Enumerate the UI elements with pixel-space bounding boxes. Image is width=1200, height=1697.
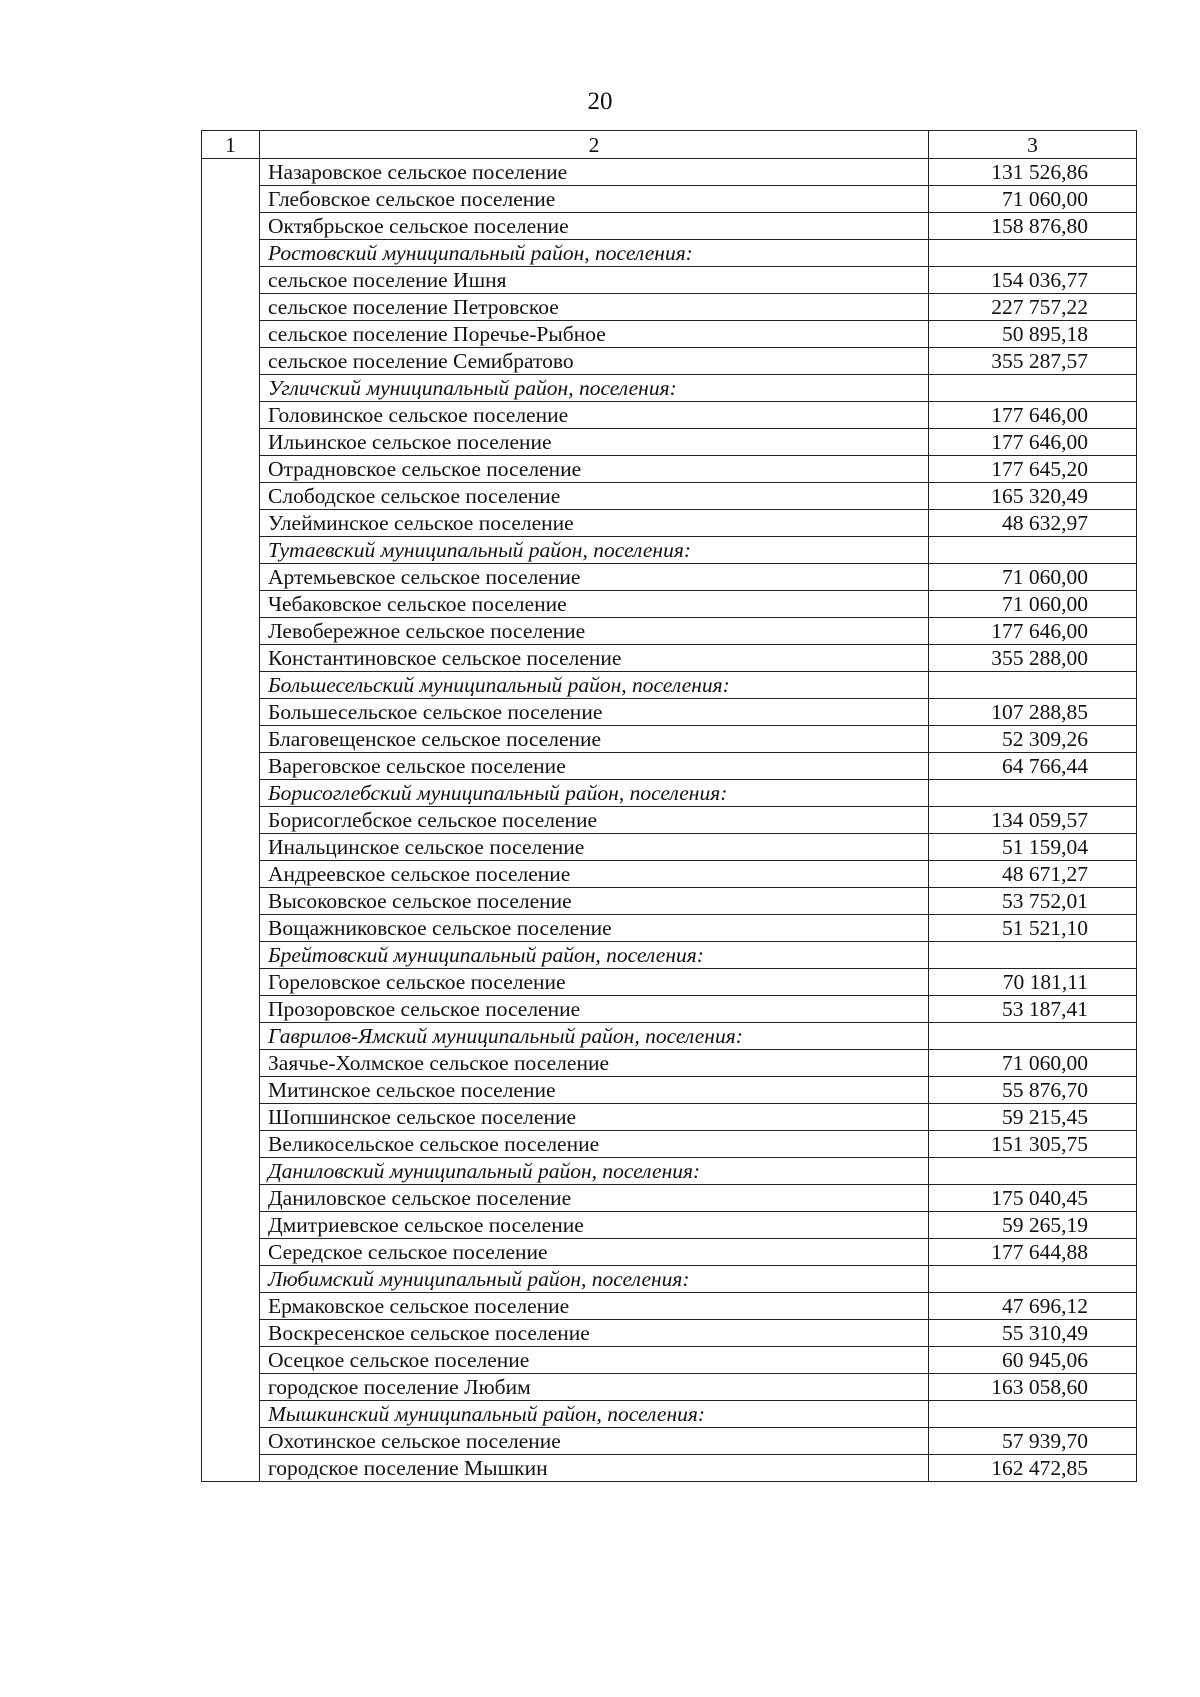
row-number-cell — [202, 888, 260, 915]
settlement-name-cell: городское поселение Мышкин — [260, 1455, 929, 1482]
row-number-cell — [202, 348, 260, 375]
row-number-cell — [202, 861, 260, 888]
amount-cell: 134 059,57 — [929, 807, 1137, 834]
table-header-row — [202, 131, 1137, 159]
column-header-2: 2 — [260, 131, 929, 159]
table-row — [202, 402, 1137, 429]
district-name-cell: Борисоглебский муниципальный район, поселения: — [260, 780, 929, 807]
settlement-name-cell: Назаровское сельское поселение — [260, 159, 929, 186]
row-number-cell — [202, 1104, 260, 1131]
amount-cell: 177 646,00 — [929, 618, 1137, 645]
row-number-cell — [202, 537, 260, 564]
amount-cell: 55 310,49 — [929, 1320, 1137, 1347]
table-row — [202, 510, 1137, 537]
settlement-name-cell: Шопшинское сельское поселение — [260, 1104, 929, 1131]
settlement-name-cell: Середское сельское поселение — [260, 1239, 929, 1266]
amount-cell: 53 187,41 — [929, 996, 1137, 1023]
row-number-cell — [202, 1239, 260, 1266]
district-header-row — [202, 1266, 1137, 1293]
amount-cell: 57 939,70 — [929, 1428, 1137, 1455]
column-header-1: 1 — [202, 131, 260, 159]
amount-cell: 50 895,18 — [929, 321, 1137, 348]
table-row — [202, 159, 1137, 186]
settlement-name-cell: Дмитриевское сельское поселение — [260, 1212, 929, 1239]
settlement-name-cell: Октябрьское сельское поселение — [260, 213, 929, 240]
amount-cell: 163 058,60 — [929, 1374, 1137, 1401]
amount-cell — [929, 942, 1137, 969]
settlement-name-cell: сельское поселение Ишня — [260, 267, 929, 294]
table-row — [202, 294, 1137, 321]
table-row — [202, 861, 1137, 888]
page-number: 20 — [587, 88, 613, 115]
settlement-name-cell: Борисоглебское сельское поселение — [260, 807, 929, 834]
row-number-cell — [202, 780, 260, 807]
row-number-cell — [202, 1320, 260, 1347]
table-row — [202, 699, 1137, 726]
table-row — [202, 888, 1137, 915]
amount-cell: 131 526,86 — [929, 159, 1137, 186]
amount-cell: 177 644,88 — [929, 1239, 1137, 1266]
row-number-cell — [202, 1212, 260, 1239]
table-row — [202, 618, 1137, 645]
settlement-name-cell: Константиновское сельское поселение — [260, 645, 929, 672]
settlement-name-cell: Ермаковское сельское поселение — [260, 1293, 929, 1320]
amount-cell — [929, 672, 1137, 699]
row-number-cell — [202, 699, 260, 726]
amount-cell: 48 632,97 — [929, 510, 1137, 537]
amount-cell: 165 320,49 — [929, 483, 1137, 510]
row-number-cell — [202, 1158, 260, 1185]
row-number-cell — [202, 294, 260, 321]
row-number-cell — [202, 1401, 260, 1428]
row-number-cell — [202, 915, 260, 942]
table-row — [202, 1050, 1137, 1077]
amount-cell: 158 876,80 — [929, 213, 1137, 240]
amount-cell: 55 876,70 — [929, 1077, 1137, 1104]
settlement-name-cell: Охотинское сельское поселение — [260, 1428, 929, 1455]
row-number-cell — [202, 186, 260, 213]
table-row — [202, 834, 1137, 861]
table-row — [202, 996, 1137, 1023]
settlement-name-cell: Высоковское сельское поселение — [260, 888, 929, 915]
district-name-cell: Любимский муниципальный район, поселения: — [260, 1266, 929, 1293]
settlement-name-cell: Улейминское сельское поселение — [260, 510, 929, 537]
table-row — [202, 564, 1137, 591]
settlement-name-cell: сельское поселение Петровское — [260, 294, 929, 321]
settlement-name-cell: Прозоровское сельское поселение — [260, 996, 929, 1023]
amount-cell: 70 181,11 — [929, 969, 1137, 996]
table-row — [202, 1320, 1137, 1347]
column-header-3: 3 — [929, 131, 1137, 159]
table-body — [202, 131, 1137, 1482]
district-header-row — [202, 375, 1137, 402]
amount-cell: 64 766,44 — [929, 753, 1137, 780]
amount-cell: 175 040,45 — [929, 1185, 1137, 1212]
settlement-name-cell: Андреевское сельское поселение — [260, 861, 929, 888]
amount-cell: 177 645,20 — [929, 456, 1137, 483]
amount-cell: 71 060,00 — [929, 564, 1137, 591]
amount-cell: 177 646,00 — [929, 429, 1137, 456]
settlement-name-cell: Осецкое сельское поселение — [260, 1347, 929, 1374]
table-row — [202, 645, 1137, 672]
settlement-name-cell: Чебаковское сельское поселение — [260, 591, 929, 618]
row-number-cell — [202, 753, 260, 780]
table-row — [202, 1185, 1137, 1212]
row-number-cell — [202, 1347, 260, 1374]
amount-cell: 107 288,85 — [929, 699, 1137, 726]
settlement-name-cell: Гореловское сельское поселение — [260, 969, 929, 996]
row-number-cell — [202, 969, 260, 996]
table-row — [202, 1347, 1137, 1374]
settlement-name-cell: Глебовское сельское поселение — [260, 186, 929, 213]
amount-cell: 355 288,00 — [929, 645, 1137, 672]
district-name-cell: Гаврилов-Ямский муниципальный район, поселения: — [260, 1023, 929, 1050]
amount-cell: 154 036,77 — [929, 267, 1137, 294]
row-number-cell — [202, 591, 260, 618]
amount-cell: 47 696,12 — [929, 1293, 1137, 1320]
amount-cell — [929, 1023, 1137, 1050]
table-row — [202, 483, 1137, 510]
amount-cell — [929, 780, 1137, 807]
settlement-name-cell: сельское поселение Семибратово — [260, 348, 929, 375]
table-row — [202, 1104, 1137, 1131]
table-row — [202, 348, 1137, 375]
amount-cell — [929, 375, 1137, 402]
district-name-cell: Даниловский муниципальный район, поселения: — [260, 1158, 929, 1185]
row-number-cell — [202, 375, 260, 402]
district-header-row — [202, 1023, 1137, 1050]
table-row — [202, 1077, 1137, 1104]
row-number-cell — [202, 618, 260, 645]
district-name-cell: Брейтовский муниципальный район, поселения: — [260, 942, 929, 969]
row-number-cell — [202, 429, 260, 456]
table-row — [202, 915, 1137, 942]
settlement-name-cell: сельское поселение Поречье-Рыбное — [260, 321, 929, 348]
district-header-row — [202, 672, 1137, 699]
amount-cell: 48 671,27 — [929, 861, 1137, 888]
amount-cell: 151 305,75 — [929, 1131, 1137, 1158]
amount-cell: 71 060,00 — [929, 186, 1137, 213]
row-number-cell — [202, 402, 260, 429]
table-row — [202, 456, 1137, 483]
district-name-cell: Большесельский муниципальный район, поселения: — [260, 672, 929, 699]
table-row — [202, 1455, 1137, 1482]
district-name-cell: Мышкинский муниципальный район, поселения: — [260, 1401, 929, 1428]
amount-cell — [929, 240, 1137, 267]
table-row — [202, 726, 1137, 753]
settlement-name-cell: Ильинское сельское поселение — [260, 429, 929, 456]
row-number-cell — [202, 483, 260, 510]
row-number-cell — [202, 510, 260, 537]
amount-cell: 355 287,57 — [929, 348, 1137, 375]
row-number-cell — [202, 1428, 260, 1455]
amount-cell — [929, 537, 1137, 564]
row-number-cell — [202, 996, 260, 1023]
row-number-cell — [202, 1185, 260, 1212]
district-header-row — [202, 780, 1137, 807]
amount-cell: 51 159,04 — [929, 834, 1137, 861]
row-number-cell — [202, 456, 260, 483]
district-header-row — [202, 1158, 1137, 1185]
table-row — [202, 213, 1137, 240]
amount-cell — [929, 1266, 1137, 1293]
row-number-cell — [202, 213, 260, 240]
settlement-name-cell: Благовещенское сельское поселение — [260, 726, 929, 753]
table-row — [202, 969, 1137, 996]
row-number-cell — [202, 1374, 260, 1401]
row-number-cell — [202, 1455, 260, 1482]
amount-cell — [929, 1158, 1137, 1185]
row-number-cell — [202, 1050, 260, 1077]
settlement-name-cell: Головинское сельское поселение — [260, 402, 929, 429]
settlement-name-cell: Левобережное сельское поселение — [260, 618, 929, 645]
amount-cell: 71 060,00 — [929, 591, 1137, 618]
row-number-cell — [202, 672, 260, 699]
amount-cell: 60 945,06 — [929, 1347, 1137, 1374]
row-number-cell — [202, 807, 260, 834]
amount-cell: 59 265,19 — [929, 1212, 1137, 1239]
settlement-name-cell: Даниловское сельское поселение — [260, 1185, 929, 1212]
settlement-name-cell: Слободское сельское поселение — [260, 483, 929, 510]
row-number-cell — [202, 240, 260, 267]
amount-cell: 162 472,85 — [929, 1455, 1137, 1482]
settlement-name-cell: Воскресенское сельское поселение — [260, 1320, 929, 1347]
row-number-cell — [202, 159, 260, 186]
table-row — [202, 1293, 1137, 1320]
table-row — [202, 1374, 1137, 1401]
settlement-name-cell: Большесельское сельское поселение — [260, 699, 929, 726]
amount-cell: 71 060,00 — [929, 1050, 1137, 1077]
settlement-name-cell: Вареговское сельское поселение — [260, 753, 929, 780]
settlement-name-cell: Заячье-Холмское сельское поселение — [260, 1050, 929, 1077]
row-number-cell — [202, 1266, 260, 1293]
row-number-cell — [202, 1077, 260, 1104]
district-name-cell: Угличский муниципальный район, поселения: — [260, 375, 929, 402]
district-header-row — [202, 942, 1137, 969]
row-number-cell — [202, 942, 260, 969]
row-number-cell — [202, 1023, 260, 1050]
row-number-cell — [202, 321, 260, 348]
settlement-name-cell: Великосельское сельское поселение — [260, 1131, 929, 1158]
district-header-row — [202, 240, 1137, 267]
amount-cell: 227 757,22 — [929, 294, 1137, 321]
district-name-cell: Тутаевский муниципальный район, поселения: — [260, 537, 929, 564]
settlement-name-cell: городское поселение Любим — [260, 1374, 929, 1401]
amount-cell: 51 521,10 — [929, 915, 1137, 942]
settlement-name-cell: Митинское сельское поселение — [260, 1077, 929, 1104]
amount-cell: 53 752,01 — [929, 888, 1137, 915]
table-row — [202, 1239, 1137, 1266]
settlement-name-cell: Вощажниковское сельское поселение — [260, 915, 929, 942]
row-number-cell — [202, 267, 260, 294]
district-name-cell: Ростовский муниципальный район, поселения: — [260, 240, 929, 267]
table-row — [202, 186, 1137, 213]
settlement-name-cell: Инальцинское сельское поселение — [260, 834, 929, 861]
row-number-cell — [202, 564, 260, 591]
table-row — [202, 1428, 1137, 1455]
settlement-name-cell: Артемьевское сельское поселение — [260, 564, 929, 591]
row-number-cell — [202, 1293, 260, 1320]
amount-cell: 52 309,26 — [929, 726, 1137, 753]
amount-cell: 59 215,45 — [929, 1104, 1137, 1131]
row-number-cell — [202, 834, 260, 861]
table-row — [202, 591, 1137, 618]
row-number-cell — [202, 645, 260, 672]
table-row — [202, 429, 1137, 456]
amount-cell — [929, 1401, 1137, 1428]
row-number-cell — [202, 726, 260, 753]
amount-cell: 177 646,00 — [929, 402, 1137, 429]
allocation-table — [201, 130, 1137, 1482]
district-header-row — [202, 537, 1137, 564]
table-row — [202, 267, 1137, 294]
district-header-row — [202, 1401, 1137, 1428]
settlement-name-cell: Отрадновское сельское поселение — [260, 456, 929, 483]
table-row — [202, 321, 1137, 348]
row-number-cell — [202, 1131, 260, 1158]
table-row — [202, 1131, 1137, 1158]
table-row — [202, 807, 1137, 834]
table-row — [202, 753, 1137, 780]
table-row — [202, 1212, 1137, 1239]
